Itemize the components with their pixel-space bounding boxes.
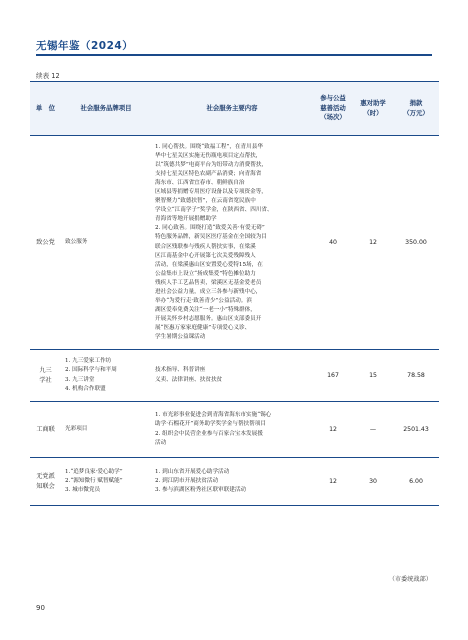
row-content: 1. 到山东省开展爱心助学活动 2. 到江阴市开展扶贫活动 3. 参与滨湖区粉秀社区联审联建活动 <box>151 458 313 506</box>
table-row <box>30 402 439 458</box>
col-header-content: 社会服务主要内容 <box>151 82 313 136</box>
row-donation: 2501.43 <box>393 402 439 458</box>
header-rule <box>36 54 432 56</box>
row-activities: 12 <box>313 402 353 458</box>
row-unit: 致公党 <box>30 136 61 350</box>
row-donation: 6.00 <box>393 458 439 506</box>
source-note: （市委统战部） <box>388 576 432 583</box>
row-activities: 12 <box>313 458 353 506</box>
row-donation: 350.00 <box>393 136 439 350</box>
row-activities: 40 <box>313 136 353 350</box>
col-header-activities: 参与公益 慈善活动 （场次） <box>313 82 353 136</box>
row-content: 技术指导、科普讲座 义卖、法律讲座、扶贫扶贫 <box>151 350 313 402</box>
table-row <box>30 350 439 402</box>
row-content: 1. 同心帮扶。围绕“致福工程”，在青川县华 华中七星关区实施无伤瓶电项目定点帮扶， 以“筑德共梦”电商平台为纽带动力消费帮扶， 支持七星关区特色农副产品消费；向青海省 海东市、江西省宜春市、朝鲜族自治 区域县等捐赠专用医疗设备以及专项资金等， 聚智聚力“致德扶智”，在云南省宽民族中 学设立“江南学子”奖学金，在陕西省、四川省、 青海省等地开展捐赠助学 2. 同心致善。围绕打造“致爱关善·有爱无碍” 特色服务品牌，新吴区医疗基金在全国较为目 联合区残联参与残疾人帮扶实事，在梁溪 区江南基金中心开展第七次关爱残障残人 活动，在梁溪惠山区安置爱心爱特15场，在 公益集市上设立“扬成集爱”特色摊位助力 残疾人手工艺品售卖，梁溪区无基金爱老员 进社会公益力量，成立三各参与新残中心， 举办“为爱行走·致善青少”公益活动。滨 湖区爱奉免费关注“一老一小”特殊群体， 开展关怀乡村志愿服务。惠山区支部委员开 展“医惠万家家庭健康”专项爱心义诊、 学生暑期公益课活动 <box>151 136 313 350</box>
row-unit: 工商联 <box>30 402 61 458</box>
col-header-donation: 捐款 （万元） <box>393 82 439 136</box>
table-row <box>30 136 439 350</box>
row-activities: 167 <box>313 350 353 402</box>
table-continued-label: 续表 12 <box>36 72 60 80</box>
row-people: 12 <box>353 136 393 350</box>
row-content: 1. 市光彩事业促进会到青海省海东市实施“锡心 助学·石榴花开”商务助学奖学金与帮扶帮项目 2. 组织会中民营企业参与百家合宝本发展援 活动 <box>151 402 313 458</box>
row-donation: 78.58 <box>393 350 439 402</box>
row-unit: 无党派 知联会 <box>30 458 61 506</box>
col-header-unit: 单 位 <box>30 82 61 136</box>
row-items: 光彩项目 <box>61 402 151 458</box>
row-people: 15 <box>353 350 393 402</box>
row-items: 1.“追梦良家·爱心助学” 2.“源知微行 赋智赋能” 3. 城市微党员 <box>61 458 151 506</box>
row-people: — <box>353 402 393 458</box>
row-unit: 九三 学社 <box>30 350 61 402</box>
col-header-brand: 社会服务品牌项目 <box>61 82 151 136</box>
table-row <box>30 458 439 506</box>
row-people: 30 <box>353 458 393 506</box>
table-header-row <box>30 82 439 136</box>
row-items: 致公服务 <box>61 136 151 350</box>
col-header-people: 惠对助学 （时） <box>353 82 393 136</box>
row-items: 1. 九三爱家工作坊 2. 国际科学与和平周 3. 九三讲堂 4. 机构合作联盟 <box>61 350 151 402</box>
page-number: 90 <box>36 604 45 612</box>
social-service-table <box>30 81 439 506</box>
yearbook-header: 无锡年鉴（2024） <box>36 40 134 52</box>
